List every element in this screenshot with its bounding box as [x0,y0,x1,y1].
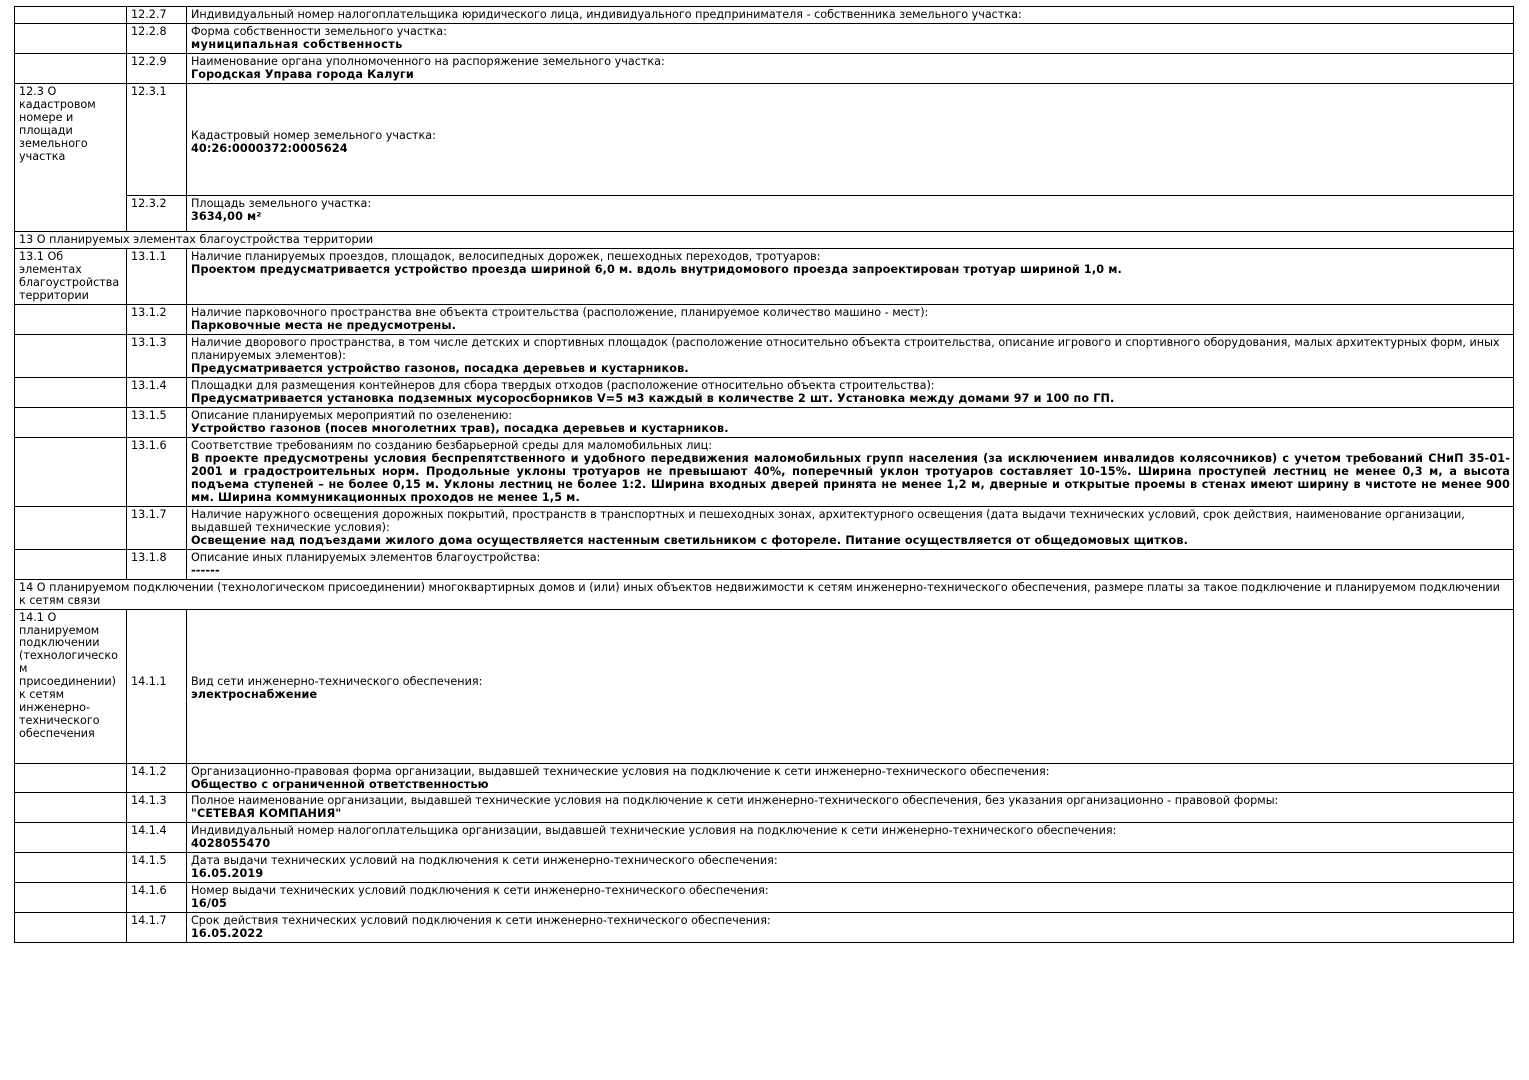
row-number-cell: 13.1.1 [127,248,187,304]
row-content-cell [187,304,1514,334]
table-row [15,823,1514,853]
section-label-cell [15,793,127,823]
table-row [15,763,1514,793]
row-number-cell: 13.1.3 [127,334,187,377]
row-question: Дата выдачи технических условий на подключения к сети инженерно-технического обеспечения: [191,854,778,868]
section-label-cell [15,7,127,24]
table-row [15,195,1514,231]
row-number-cell: 13.1.2 [127,304,187,334]
row-number-cell: 12.2.7 [127,7,187,24]
row-answer: Освещение над подъездами жилого дома осуществляется настенным светильником с фотореле. Питание осуществляется от общедомовых щитков. [191,533,1189,547]
table-row [15,506,1514,549]
row-answer: Общество с ограниченной ответственностью [191,777,489,791]
row-question: Индивидуальный номер налогоплательщика организации, выдавшей технические условия на подключение к сети инженерно-технического обеспечения: [191,824,1117,838]
row-question: Наименование органа уполномоченного на распоряжение земельного участка: [191,54,665,68]
row-answer: Парковочные места не предусмотрены. [191,318,457,332]
table-row [15,304,1514,334]
row-answer: 4028055470 [191,837,271,851]
row-number-cell: 14.1.5 [127,853,187,883]
row-answer: 16.05.2019 [191,867,264,881]
section-label-cell [15,407,127,437]
row-content-cell [187,195,1514,231]
row-number-cell: 14.1.7 [127,913,187,943]
section-label-cell [15,506,127,549]
table-row [15,407,1514,437]
table-row [15,248,1514,304]
row-question: Полное наименование организации, выдавшей технические условия на подключение к сети инженерно-технического обеспечения, без указания организационно - правовой формы: [191,794,1279,808]
section-label-cell [15,23,127,53]
row-content-cell [187,53,1514,83]
row-answer: Предусматривается установка подземных мусоросборников V=5 м3 каждый в количестве 2 шт. Установка между домами 97 и 100 по ГП. [191,391,1115,405]
row-number-cell: 12.2.9 [127,53,187,83]
row-question: Наличие наружного освещения дорожных покрытий, пространств в транспортных и пешеходных зонах, архитектурного освещения (дата выдачи технических условий, срок действия, наименование организации, выдавшей технические условия): [191,507,1465,534]
row-answer: Городская Управа города Калуги [191,67,414,81]
table-row [15,913,1514,943]
row-answer: 40:26:0000372:0005624 [191,141,348,155]
row-question: Площадь земельного участка: [191,196,372,210]
row-question: Кадастровый номер земельного участка: [191,128,436,142]
row-content-cell [187,793,1514,823]
row-content-cell [187,407,1514,437]
row-number-cell: 14.1.3 [127,793,187,823]
row-content-cell [187,853,1514,883]
row-content-cell [187,913,1514,943]
row-answer: "СЕТЕВАЯ КОМПАНИЯ" [191,807,342,821]
table-row [15,83,1514,195]
row-content-cell [187,549,1514,579]
section-label-cell [15,377,127,407]
section-label-cell [15,883,127,913]
table-row [15,334,1514,377]
section-label-cell [15,823,127,853]
row-question: Наличие парковочного пространства вне объекта строительства (расположение, планируемое количество машино - мест): [191,305,929,319]
table-row [15,549,1514,579]
section-header-14: 14 О планируемом подключении (технологическом присоединении) многоквартирных домов и (или) иных объектов недвижимости к сетям инженерно-технического обеспечения, размере платы за такое подключение и планируемом подключении к сетям связи [15,579,1514,609]
declaration-table [14,6,1514,943]
section-label-cell [15,334,127,377]
row-number-cell: 12.3.1 [127,83,187,195]
row-question: Описание планируемых мероприятий по озеленению: [191,408,513,422]
row-number-cell: 13.1.6 [127,437,187,506]
section-label-cell [15,437,127,506]
table-row [15,883,1514,913]
row-answer: электроснабжение [191,687,318,701]
row-answer: В проекте предусмотрены условия беспрепятственного и удобного передвижения маломобильных групп населения (за исключением инвалидов колясочников) с учетом требований СНиП 35-01-2001 и градостроительных норм. Продольные уклоны тротуаров не превышают 40%, поперечный уклон тротуаров составляет 10-15%. Ширина проступей лестниц не менее 0,3 м, а высота подъема ступеней – не более 0,15 м. Уклоны лестниц не более 1:2. Ширина входных дверей принята не менее 1,2 м, дверные и открытые проемы в стенах имеют ширину в чистоте не менее 900 мм. Ширина коммуникационных проходов не менее 1,5 м. [191,451,1510,504]
table-row [15,53,1514,83]
row-content-cell [187,334,1514,377]
section-header-13: 13 О планируемых элементах благоустройства территории [15,231,1514,248]
row-number-cell: 14.1.2 [127,763,187,793]
row-content-cell [187,763,1514,793]
row-question: Площадки для размещения контейнеров для сбора твердых отходов (расположение относительно объекта строительства): [191,378,935,392]
row-content-cell [187,7,1514,24]
row-number-cell: 14.1.6 [127,883,187,913]
table-row [15,7,1514,24]
row-content-cell [187,883,1514,913]
section-label-cell [15,763,127,793]
row-question: Описание иных планируемых элементов благоустройства: [191,550,541,564]
row-content-cell [187,248,1514,304]
row-question: Наличие дворового пространства, в том числе детских и спортивных площадок (расположение относительно объекта строительства, описание игрового и спортивного оборудования, малых архитектурных форм, иных планируемых элементов): [191,335,1500,362]
section-label-cell [15,913,127,943]
row-content-cell [187,377,1514,407]
row-question: Индивидуальный номер налогоплательщика юридического лица, индивидуального предпринимателя - собственника земельного участка: [191,8,1022,21]
row-number-cell: 13.1.7 [127,506,187,549]
row-question: Организационно-правовая форма организации, выдавшей технические условия на подключение к сети инженерно-технического обеспечения: [191,764,1050,778]
row-number-cell: 13.1.4 [127,377,187,407]
row-question: Вид сети инженерно-технического обеспечения: [191,674,483,688]
table-row [15,377,1514,407]
row-question: Наличие планируемых проездов, площадок, велосипедных дорожек, пешеходных переходов, тротуаров: [191,249,821,263]
table-row [15,793,1514,823]
row-answer: 16.05.2022 [191,927,264,941]
row-number: 14.1.1 [131,674,167,688]
section-label-cell-13-1: 13.1 Об элементах благоустройства территории [15,248,127,304]
row-answer: 16/05 [191,897,227,911]
section-label-cell-14-1: 14.1 О планируемом подключении (технологическом присоединении) к сетям инженерно-технического обеспечения [15,609,127,763]
section-label-cell [15,853,127,883]
row-number-cell: 14.1.4 [127,823,187,853]
section-label-cell-12-3: 12.3 О кадастровом номере и площади земельного участка [15,83,127,231]
table-row [15,437,1514,506]
table-row [15,23,1514,53]
row-answer: муниципальная собственность [191,37,403,51]
row-question: Форма собственности земельного участка: [191,24,447,38]
row-answer: Предусматривается устройство газонов, посадка деревьев и кустарников. [191,361,689,375]
row-content-cell [187,23,1514,53]
table-row [15,609,1514,763]
section-header-row-13 [15,231,1514,248]
row-number-cell [127,609,187,763]
row-content-cell [187,506,1514,549]
table-row [15,853,1514,883]
row-answer: ------ [191,563,220,577]
section-label-cell [15,549,127,579]
row-answer: Проектом предусматривается устройство проезда шириной 6,0 м. вдоль внутридомового проезда запроектирован тротуар шириной 1,0 м. [191,262,1122,276]
row-question: Номер выдачи технических условий подключения к сети инженерно-технического обеспечения: [191,884,769,898]
section-label-cell [15,53,127,83]
row-content-cell [187,83,1514,195]
row-content-cell [187,823,1514,853]
row-number-cell: 12.3.2 [127,195,187,231]
row-number-cell: 13.1.8 [127,549,187,579]
row-content-cell [187,437,1514,506]
row-question: Срок действия технических условий подключения к сети инженерно-технического обеспечения: [191,914,771,928]
row-number-cell: 12.2.8 [127,23,187,53]
row-number-cell: 13.1.5 [127,407,187,437]
row-question: Соответствие требованиям по созданию безбарьерной среды для маломобильных лиц: [191,438,712,452]
row-content-cell [187,609,1514,763]
row-answer: Устройство газонов (посев многолетних трав), посадка деревьев и кустарников. [191,421,729,435]
section-label-cell [15,304,127,334]
section-header-row-14 [15,579,1514,609]
row-answer: 3634,00 м² [191,209,262,223]
